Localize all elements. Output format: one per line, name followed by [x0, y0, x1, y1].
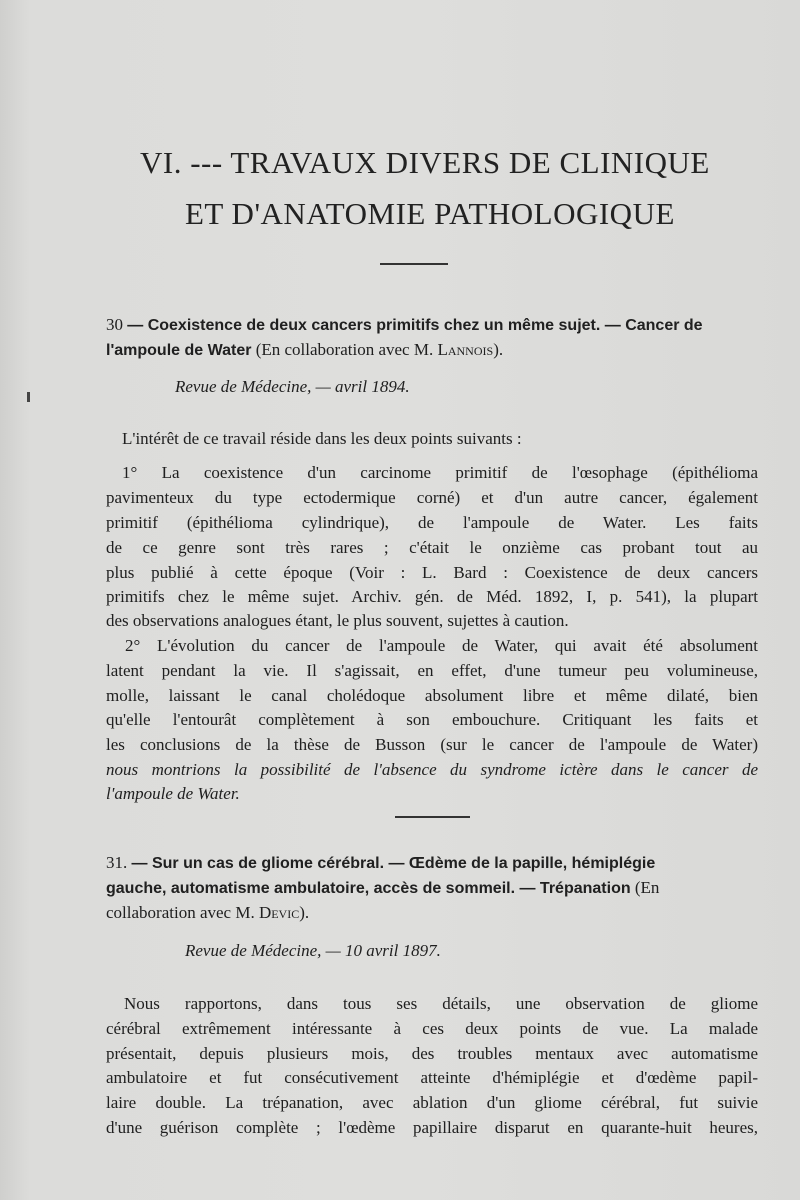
margin-mark — [27, 392, 30, 402]
entry-31-collab-post: ). — [299, 903, 310, 922]
entry-30-line-0: L'intérêt de ce travail réside dans les deux points suivants : — [122, 429, 522, 448]
section-heading-line-2: ET D'ANATOMIE PATHOLOGIQUE — [185, 196, 675, 231]
section-heading-line-1: VI. --- TRAVAUX DIVERS DE CLINIQUE — [140, 145, 710, 180]
entry-30-line-11: qu'elle l'entourât complètement à son embouchure. Critiquant les faits et — [106, 710, 758, 729]
entry-30-line-1: 1° La coexistence d'un carcinome primitif de l'œsophage (épithélioma — [122, 463, 758, 482]
entry-30-line-2: pavimenteux du type ectodermique corné) et d'un autre cancer, également — [106, 488, 758, 507]
entry-31-collab-line — [106, 902, 309, 924]
entry-30-line-5: plus publié à cette époque (Voir : L. Bard : Coexistence de deux cancers — [106, 563, 758, 582]
entry-30-collab-name: Lannois — [437, 340, 494, 359]
entry-30-line-12: les conclusions de la thèse de Busson (sur le cancer de l'ampoule de Water) — [106, 735, 758, 754]
entry-30-title-line-1 — [106, 314, 756, 337]
entry-31-line-2: présentait, depuis plusieurs mois, des troubles mentaux avec automatisme — [106, 1044, 758, 1063]
entry-30-line-9: latent pendant la vie. Il s'agissait, en effet, d'une tumeur peu volumineuse, — [106, 661, 758, 680]
entry-30-line-4: de ce genre sont très rares ; c'était le onzième cas probant tout au — [106, 538, 758, 557]
entry-31-title-a: — Sur un cas de gliome cérébral. — Œdème de la papille, hémiplégie — [131, 855, 656, 872]
entry-30-line-3: primitif (épithélioma cylindrique), de l'ampoule de Water. Les faits — [106, 513, 758, 532]
entry-30-title-line-2 — [106, 339, 503, 362]
entry-30-collab-post: ). — [493, 340, 504, 359]
entry-31-title-b: gauche, automatisme ambulatoire, accès de sommeil. — Trépanation — [106, 880, 631, 897]
entry-31-title-line-1 — [106, 852, 756, 875]
entry-30-line-6: primitifs chez le même sujet. Archiv. gén. de Méd. 1892, I, p. 541), la plupart — [106, 587, 758, 606]
entry-30-title-b: l'ampoule de Water — [106, 342, 252, 359]
entry-30-line-10: molle, laissant le canal cholédoque absolument libre et même dilaté, bien — [106, 686, 758, 705]
entry-31-line-5: d'une guérison complète ; l'œdème papillaire disparut en quarante-huit heures, — [106, 1118, 758, 1137]
entry-31-line-1: cérébral extrêmement intéressante à ces deux points de vue. La malade — [106, 1019, 758, 1038]
entry-31-collab-name: Devic — [258, 903, 300, 922]
entry-30-line-8: 2° L'évolution du cancer de l'ampoule de Water, qui avait été absolument — [125, 636, 758, 655]
entry-30-line-7: des observations analogues étant, le plus souvent, sujettes à caution. — [106, 611, 569, 630]
entry-31-citation: Revue de Médecine, — 10 avril 1897. — [185, 941, 441, 960]
entry-30-title-a: — Coexistence de deux cancers primitifs chez un même sujet. — Cancer de — [127, 317, 703, 334]
entry-30-citation: Revue de Médecine, — avril 1894. — [175, 377, 410, 396]
entry-30-line-13: nous montrions la possibilité de l'absence du syndrome ictère dans le cancer de — [106, 760, 758, 779]
heading-divider — [380, 263, 448, 265]
entry-31-number: 31. — [106, 853, 128, 872]
entry-31-title-line-2 — [106, 877, 659, 900]
entry-30-number: 30 — [106, 315, 123, 334]
entry-31-line-0: Nous rapportons, dans tous ses détails, une observation de gliome — [124, 994, 758, 1013]
entry-30-collab-pre: (En collaboration avec M. — [255, 340, 438, 359]
entry-31-collab-pre: collaboration avec M. — [106, 903, 259, 922]
entry-31-line-3: ambulatoire et fut consécutivement atteinte d'hémiplégie et d'œdème papil- — [106, 1068, 758, 1087]
entry-31-title-b-tail: (En — [634, 878, 660, 897]
entry-31-line-4: laire double. La trépanation, avec ablation d'un gliome cérébral, fut suivie — [106, 1093, 758, 1112]
entry-30-line-14: l'ampoule de Water. — [106, 784, 240, 803]
entry-divider — [395, 816, 470, 818]
